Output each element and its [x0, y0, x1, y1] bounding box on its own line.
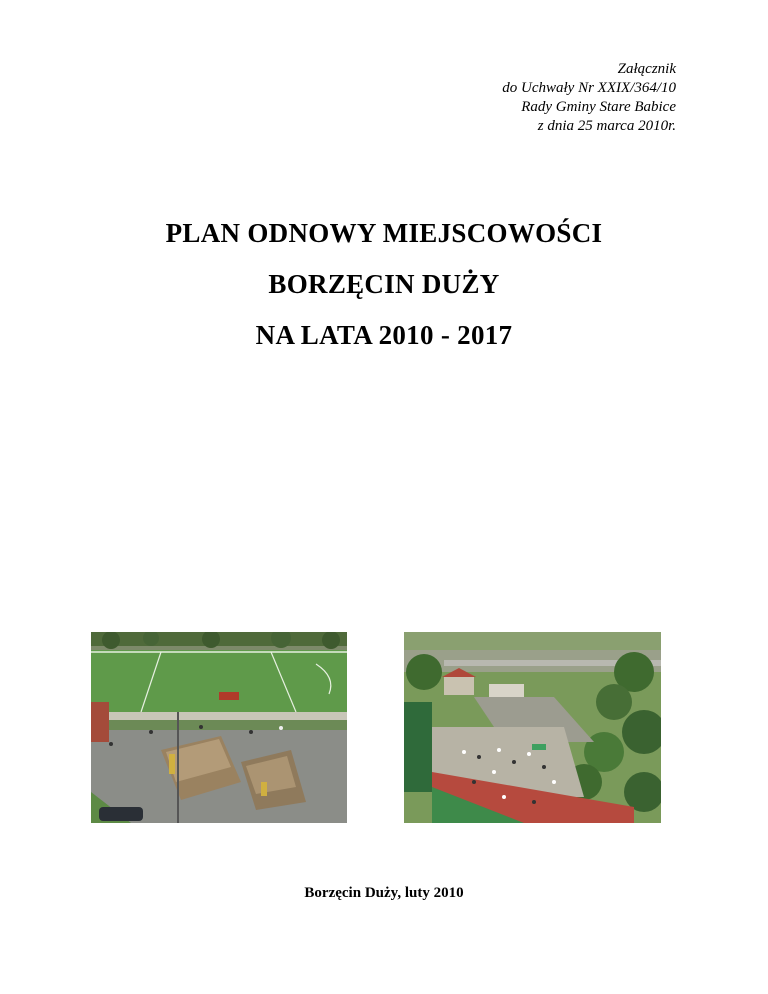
annex-date: z dnia 25 marca 2010r. — [537, 118, 676, 134]
annex-note — [502, 60, 676, 136]
place-and-date: Borzęcin Duży, luty 2010 — [304, 885, 464, 901]
document-title-line-1: PLAN ODNOWY MIEJSCOWOŚCI — [165, 218, 603, 248]
document-title-line-2: BORZĘCIN DUŻY — [268, 269, 500, 299]
photo-sports-field — [91, 632, 347, 823]
annex-council: Rady Gminy Stare Babice — [521, 99, 676, 115]
document-title-line-3: NA LATA 2010 - 2017 — [255, 320, 513, 350]
annex-resolution: do Uchwały Nr XXIX/364/10 — [502, 80, 676, 96]
photo-school-grounds — [404, 632, 661, 823]
annex-label: Załącznik — [617, 61, 676, 77]
